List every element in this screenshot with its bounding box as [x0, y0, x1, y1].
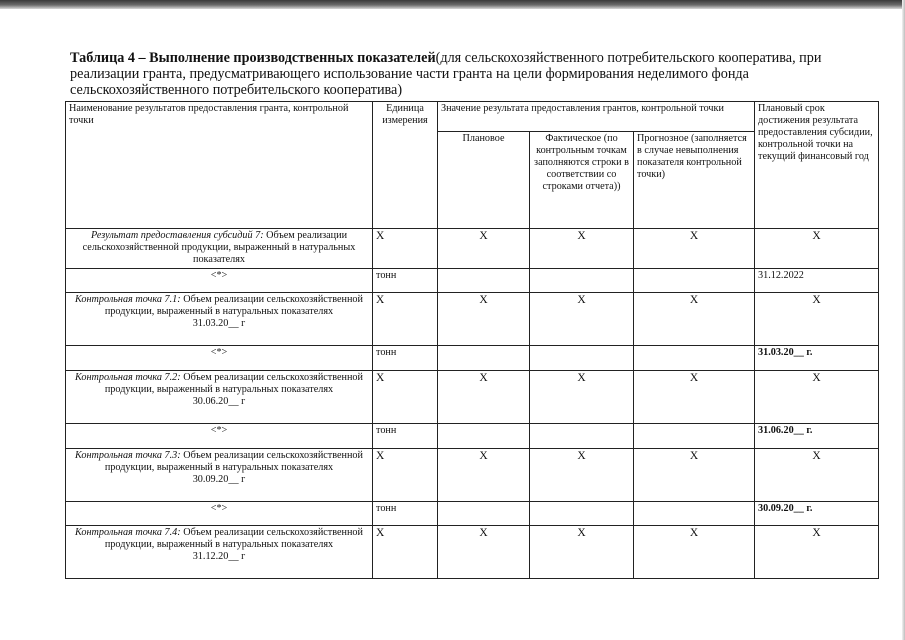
header-deadline: Плановый срок достижения результата предоставления субсидии, контрольной точки на текущий финансовый год — [755, 102, 879, 229]
unit-mark: Х — [373, 526, 438, 579]
indicator-row — [66, 293, 879, 346]
planned-value-cell — [438, 346, 530, 371]
header-forecast: Прогнозное (заполняется в случае невыполнения показателя контрольной точки) — [634, 132, 755, 229]
placeholder-cell: <*> — [66, 269, 373, 293]
deadline-mark: Х — [755, 229, 879, 269]
forecast-mark: Х — [634, 371, 755, 424]
indicator-label: Результат предоставления субсидий 7: — [90, 230, 264, 241]
actual-mark: Х — [530, 526, 634, 579]
actual-mark: Х — [530, 229, 634, 269]
actual-mark: Х — [530, 449, 634, 502]
indicator-text: Объем реализации сельскохозяйственной продукции, выраженный в натуральных показателях — [104, 372, 363, 395]
indicator-name — [66, 293, 373, 346]
planned-mark: Х — [438, 293, 530, 346]
indicator-text: Объем реализации сельскохозяйственной продукции, выраженный в натуральных показателях — [104, 450, 363, 473]
deadline-mark: Х — [755, 449, 879, 502]
forecast-value-cell — [634, 346, 755, 371]
deadline-cell — [755, 424, 879, 449]
indicator-name — [66, 229, 373, 269]
actual-value-cell — [530, 502, 634, 526]
header-value-group: Значение результата предоставления грантов, контрольной точки — [438, 102, 755, 132]
indicator-row — [66, 229, 879, 269]
unit-cell: тонн — [373, 502, 438, 526]
planned-mark: Х — [438, 526, 530, 579]
checkpoint-date: 31.12.20__ г — [192, 551, 246, 562]
unit-row — [66, 346, 879, 371]
deadline-date: 31.12.2022 — [758, 270, 804, 281]
planned-mark: Х — [438, 371, 530, 424]
deadline-date: 30.09.20__ г. — [758, 503, 813, 514]
forecast-mark: Х — [634, 229, 755, 269]
unit-mark: Х — [373, 293, 438, 346]
table-caption-title: Таблица 4 – Выполнение производственных показателей — [70, 50, 436, 66]
checkpoint-date: 30.06.20__ г — [192, 396, 246, 407]
actual-mark: Х — [530, 293, 634, 346]
actual-mark: Х — [530, 371, 634, 424]
table-caption-note: (для сельскохозяйственного потребительского кооператива, при реализации гранта, предусматривающего использование части гранта на цели формирования неделимого фонда сельскохозяйственного потребительского кооператива) — [70, 50, 822, 98]
unit-cell: тонн — [373, 269, 438, 293]
planned-value-cell — [438, 502, 530, 526]
planned-value-cell — [438, 424, 530, 449]
checkpoint-date: 31.03.20__ г — [192, 318, 246, 329]
scan-edge-top — [0, 0, 905, 9]
indicator-label: Контрольная точка 7.4: — [75, 527, 181, 538]
unit-cell: тонн — [373, 424, 438, 449]
unit-row — [66, 502, 879, 526]
indicator-name — [66, 449, 373, 502]
indicator-row — [66, 526, 879, 579]
unit-mark: Х — [373, 449, 438, 502]
header-planned: Плановое — [438, 132, 530, 229]
indicator-label: Контрольная точка 7.2: — [75, 372, 181, 383]
placeholder-cell: <*> — [66, 424, 373, 449]
deadline-cell — [755, 502, 879, 526]
deadline-mark: Х — [755, 371, 879, 424]
actual-value-cell — [530, 346, 634, 371]
indicator-text: Объем реализации сельскохозяйственной продукции, выраженный в натуральных показателях — [104, 294, 363, 317]
indicator-text: Объем реализации сельскохозяйственной продукции, выраженный в натуральных показателях — [82, 230, 356, 265]
unit-mark: Х — [373, 229, 438, 269]
deadline-mark: Х — [755, 526, 879, 579]
header-name: Наименование результатов предоставления гранта, контрольной точки — [66, 102, 373, 229]
planned-mark: Х — [438, 229, 530, 269]
header-unit: Единица измерения — [373, 102, 438, 229]
planned-value-cell — [438, 269, 530, 293]
indicator-label: Контрольная точка 7.1: — [75, 294, 181, 305]
actual-value-cell — [530, 269, 634, 293]
unit-row — [66, 424, 879, 449]
indicator-label: Контрольная точка 7.3: — [75, 450, 181, 461]
deadline-date: 31.06.20__ г. — [758, 425, 813, 436]
forecast-mark: Х — [634, 293, 755, 346]
forecast-value-cell — [634, 502, 755, 526]
indicator-name — [66, 526, 373, 579]
actual-value-cell — [530, 424, 634, 449]
deadline-cell — [755, 346, 879, 371]
placeholder-cell: <*> — [66, 346, 373, 371]
planned-mark: Х — [438, 449, 530, 502]
indicator-row — [66, 449, 879, 502]
unit-row — [66, 269, 879, 293]
checkpoint-date: 30.09.20__ г — [192, 474, 246, 485]
forecast-value-cell — [634, 424, 755, 449]
unit-cell: тонн — [373, 346, 438, 371]
deadline-mark: Х — [755, 293, 879, 346]
forecast-mark: Х — [634, 449, 755, 502]
indicator-name — [66, 371, 373, 424]
header-actual: Фактическое (по контрольным точкам заполняются строки в соответствии со строками отчета)) — [530, 132, 634, 229]
deadline-cell — [755, 269, 879, 293]
forecast-mark: Х — [634, 526, 755, 579]
indicator-row — [66, 371, 879, 424]
indicator-text: Объем реализации сельскохозяйственной продукции, выраженный в натуральных показателях — [104, 527, 363, 550]
unit-mark: Х — [373, 371, 438, 424]
placeholder-cell: <*> — [66, 502, 373, 526]
deadline-date: 31.03.20__ г. — [758, 347, 813, 358]
production-indicators-table — [65, 101, 879, 579]
table-caption — [70, 50, 885, 98]
forecast-value-cell — [634, 269, 755, 293]
